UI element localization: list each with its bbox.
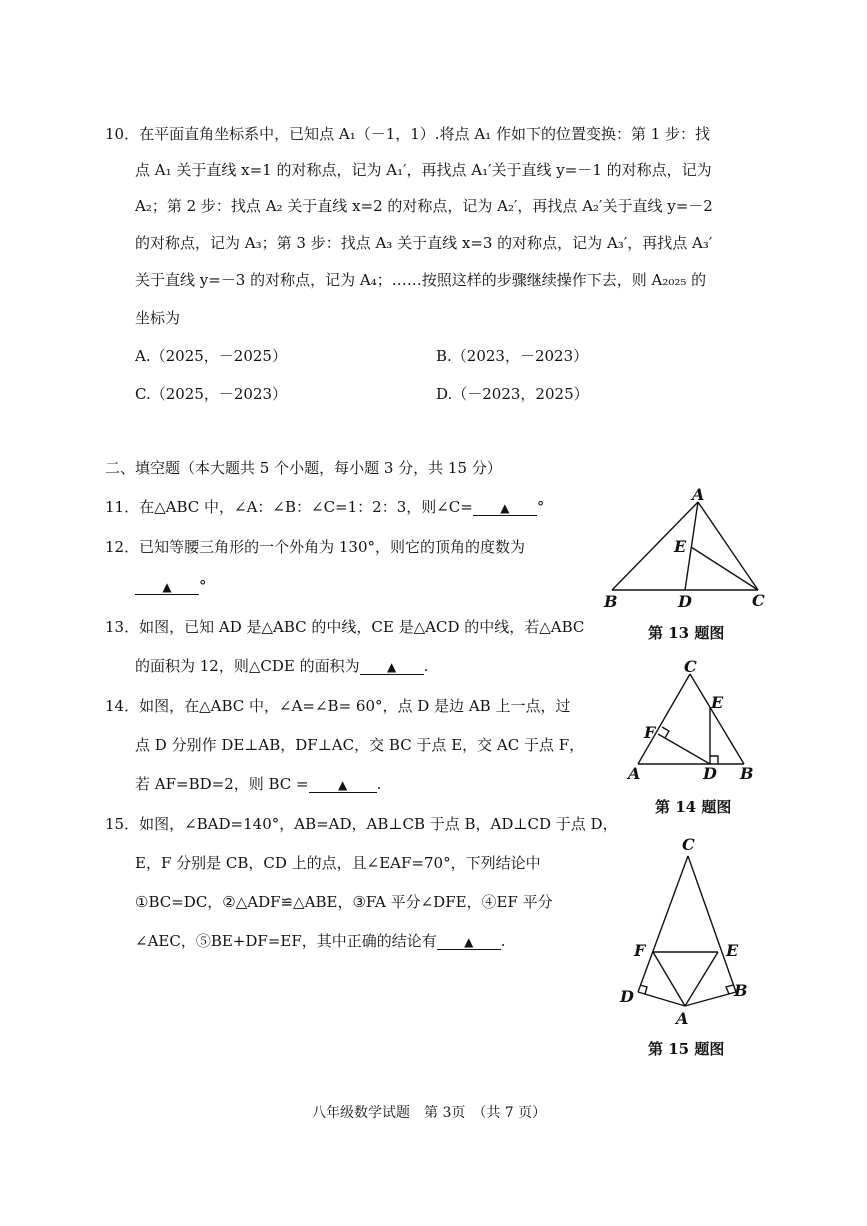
q14-period: .: [376, 775, 382, 793]
q12-unit: °: [199, 577, 207, 595]
fig13-label-b: B: [604, 592, 618, 610]
q10-option-b: B.（2023，－2023）: [436, 347, 589, 365]
q13-text: 的面积为 12，则△CDE 的面积为: [135, 657, 360, 675]
q14-line-3: [135, 774, 381, 794]
q15-text: ∠AEC，⑤BE+DF=EF，其中正确的结论有: [135, 932, 437, 950]
q10-line-3: A₂；第 2 步：找点 A₂ 关于直线 x=2 的对称点，记为 A₂′，再找点 A₂′关于直线 y=－2: [135, 197, 713, 215]
figure-14: [620, 656, 760, 786]
fig13-label-a: A: [692, 485, 705, 504]
q12-line-1: 12．已知等腰三角形的一个外角为 130°，则它的顶角的度数为: [105, 538, 525, 556]
fig15-label-c: C: [682, 835, 695, 854]
fig15-label-f: F: [634, 941, 646, 960]
q14-text: 若 AF=BD=2，则 BC =: [135, 775, 309, 793]
blank-mark-icon: ▲: [500, 501, 510, 515]
q15-line-4: [135, 931, 506, 951]
fig15-caption: 第 15 题图: [648, 1040, 725, 1058]
blank-mark-icon: ▲: [387, 660, 397, 674]
fig15-label-b: B: [734, 981, 748, 1000]
q13-line-2: [135, 656, 428, 676]
fig14-label-d: D: [703, 764, 717, 783]
fig14-label-a: A: [628, 764, 641, 783]
fig13-label-e: E: [674, 537, 687, 556]
q15-line-3: ①BC=DC，②△ADF≌△ABE，③FA 平分∠DFE，④EF 平分: [135, 893, 553, 911]
q10-line-5: 关于直线 y=－3 的对称点，记为 A₄；……按照这样的步骤继续操作下去，则 A₂₀₂₅ 的: [135, 271, 707, 289]
page-footer: 八年级数学试题 第 3页 （共 7 页）: [312, 1105, 547, 1121]
fig15-label-a: A: [676, 1009, 689, 1028]
blank-mark-icon: ▲: [338, 778, 348, 792]
figure-15: [612, 830, 762, 1030]
q12-answer-blank: [135, 576, 199, 595]
q13-line-1: 13．如图，已知 AD 是△ABC 的中线，CE 是△ACD 的中线，若△ABC: [105, 618, 585, 636]
q10-line-6: 坐标为: [135, 309, 181, 327]
section-title: 二、填空题（本大题共 5 个小题，每小题 3 分，共 15 分）: [105, 459, 502, 477]
blank-mark-icon: ▲: [464, 935, 474, 949]
fig14-caption: 第 14 题图: [655, 798, 732, 816]
q15-answer-blank: [437, 931, 501, 950]
q10-line-2: 点 A₁ 关于直线 x=1 的对称点，记为 A₁′，再找点 A₁′关于直线 y=－1 的对称点，记为: [135, 161, 712, 179]
fig13-label-d: D: [678, 592, 692, 610]
fig14-label-f: F: [644, 723, 656, 742]
fig14-label-c: C: [684, 657, 697, 676]
fig13-caption: 第 13 题图: [648, 624, 725, 642]
figure-13: [600, 480, 780, 610]
q15-period: .: [500, 932, 506, 950]
q15-line-2: E，F 分别是 CB，CD 上的点，且∠EAF=70°，下列结论中: [135, 854, 541, 872]
q14-answer-blank: [309, 774, 377, 793]
q10-line-4: 的对称点，记为 A₃；第 3 步：找点 A₃ 关于直线 x=3 的对称点，记为 A₃′，再找点 A₃′: [135, 234, 713, 252]
q14-line-2: 点 D 分别作 DE⊥AB，DF⊥AC，交 BC 于点 E，交 AC 于点 F，: [135, 736, 585, 754]
q11-text: 11．在△ABC 中，∠A：∠B：∠C=1：2：3，则∠C=: [105, 498, 473, 516]
q14-line-1: 14．如图，在△ABC 中，∠A=∠B= 60°，点 D 是边 AB 上一点，过: [105, 697, 571, 715]
fig15-label-d: D: [620, 987, 634, 1006]
q15-line-1: 15．如图，∠BAD=140°，AB=AD，AB⊥CB 于点 B，AD⊥CD 于点 D，: [105, 815, 618, 833]
blank-mark-icon: ▲: [162, 580, 172, 594]
q10-option-c: C.（2025，－2023）: [135, 385, 288, 403]
q10-line-1: 10．在平面直角坐标系中，已知点 A₁（－1，1）.将点 A₁ 作如下的位置变换：第 1 步：找: [105, 125, 711, 143]
fig14-label-e: E: [711, 693, 724, 712]
q11-line: [105, 497, 544, 517]
q12-line-2: [135, 576, 207, 596]
q10-option-a: A.（2025，－2025）: [135, 347, 287, 365]
fig13-label-c: C: [752, 591, 765, 610]
fig15-label-e: E: [726, 941, 739, 960]
q13-answer-blank: [360, 656, 424, 675]
q11-answer-blank: [473, 497, 537, 516]
q10-option-d: D.（－2023，2025）: [436, 385, 589, 403]
q13-period: .: [423, 657, 429, 675]
fig14-label-b: B: [740, 764, 754, 783]
q11-unit: °: [536, 498, 545, 516]
